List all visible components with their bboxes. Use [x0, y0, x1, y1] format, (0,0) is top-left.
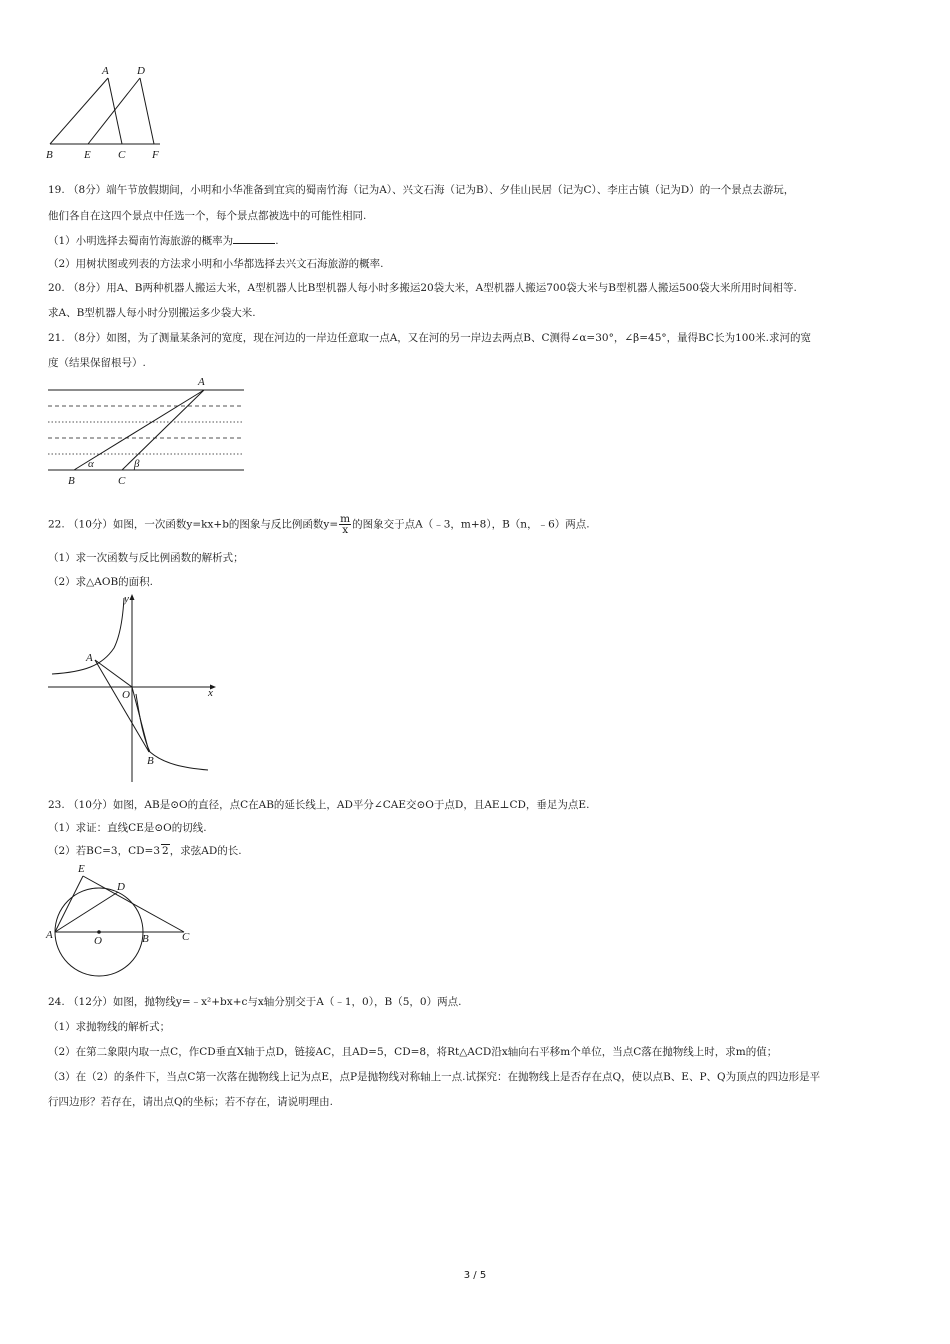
label-b: B: [68, 475, 75, 487]
label-o: O: [94, 935, 102, 947]
q23-part1: （1）求证：直线CE是⊙O的切线.: [48, 822, 207, 834]
label-beta: β: [134, 458, 140, 470]
label-b: B: [142, 933, 149, 945]
label-e: E: [84, 149, 91, 161]
label-f: F: [152, 149, 159, 161]
q24-part3-line1: （3）在（2）的条件下，当点C第一次落在抛物线上记为点E，点P是抛物线对称轴上一点.试探究：在抛物线上是否存在点Q，使以点B、E、P、Q为顶点的四边形是平: [48, 1071, 821, 1083]
q22-part1: （1）求一次函数与反比例函数的解析式；: [48, 552, 244, 564]
q22-part2: （2）求△AOB的面积.: [48, 576, 153, 588]
figure-q22-graph: [44, 590, 224, 785]
figure-q21-river: [44, 374, 254, 489]
q22-line1-rest: 的图象交于点A（﹣3，m+8），B（n，﹣6）两点.: [352, 518, 590, 531]
fraction-denominator: x: [342, 524, 349, 536]
q23-part2: [48, 844, 242, 858]
label-a: A: [198, 376, 205, 388]
label-c: C: [118, 149, 126, 161]
label-alpha: α: [88, 458, 94, 470]
page-number: 3 / 5: [463, 1270, 487, 1281]
q19-part1: [48, 233, 279, 248]
label-e: E: [78, 863, 85, 875]
q22-line1: [48, 514, 590, 535]
q24-part3-line2: 行四边形？若存在，请出点Q的坐标；若不存在，请说明理由.: [48, 1096, 333, 1108]
fraction-m-over-x: [339, 514, 351, 535]
q19-part1-text: （1）小明选择去蜀南竹海旅游的概率为: [48, 235, 234, 247]
label-b: B: [147, 755, 154, 767]
sqrt-radicand: 2: [162, 845, 169, 857]
label-o: O: [122, 689, 130, 701]
q24-part1: （1）求抛物线的解析式；: [48, 1021, 171, 1033]
figure-q23-circle: [44, 860, 204, 978]
q19-part2: （2）用树状图或列表的方法求小明和小华都选择去兴文石海旅游的概率.: [48, 258, 384, 270]
label-d: D: [117, 881, 125, 893]
figure-q18: [42, 62, 172, 162]
q19-line2: 他们各自在这四个景点中任选一个，每个景点都被选中的可能性相同.: [48, 210, 367, 222]
q19-part1-end: .: [275, 235, 279, 247]
label-d: D: [137, 65, 145, 77]
fraction-numerator: m: [340, 513, 351, 525]
q21-line1: 21. （8分）如图，为了测量某条河的宽度，现在河边的一岸边任意取一点A，又在河的另一岸边去两点B、C测得∠α=30°，∠β=45°，量得BC长为100米.求河的宽: [48, 332, 811, 344]
q20-line1: 20. （8分）用A、B两种机器人搬运大米，A型机器人比B型机器人每小时多搬运20袋大米，A型机器人搬运700袋大米与B型机器人搬运500袋大米所用时间相等.: [48, 282, 797, 294]
q24-part2: （2）在第二象限内取一点C，作CD垂直X轴于点D，链接AC，且AD=5，CD=8，将Rt△ACD沿x轴向右平移m个单位，当点C落在抛物线上时，求m的值；: [48, 1046, 778, 1058]
q22-line1-text: 22. （10分）如图，一次函数y=kx+b的图象与反比例函数y=: [48, 518, 339, 531]
label-c: C: [118, 475, 126, 487]
q21-line2: 度（结果保留根号）.: [48, 357, 146, 369]
q23-line1: 23. （10分）如图，AB是⊙O的直径，点C在AB的延长线上，AD平分∠CAE交⊙O于点D，且AE⊥CD，垂足为点E.: [48, 799, 590, 811]
label-a: A: [102, 65, 109, 77]
answer-blank[interactable]: [233, 233, 275, 244]
q20-line2: 求A、B型机器人每小时分别搬运多少袋大米.: [48, 307, 256, 319]
label-c: C: [182, 931, 190, 943]
q23-part2-rest: ，求弦AD的长.: [169, 845, 242, 857]
label-b: B: [46, 149, 53, 161]
label-a: A: [46, 929, 53, 941]
label-a: A: [86, 652, 93, 664]
q24-line1: 24. （12分）如图，抛物线y=﹣x²+bx+c与x轴分别交于A（﹣1，0），B（5，0）两点.: [48, 996, 462, 1008]
label-x: x: [208, 687, 213, 699]
q19-line1: 19. （8分）端午节放假期间，小明和小华准备到宜宾的蜀南竹海（记为A）、兴文石海（记为B）、夕佳山民居（记为C）、李庄古镇（记为D）的一个景点去游玩，: [48, 184, 795, 196]
label-y: y: [124, 593, 129, 605]
q23-part2-text: （2）若BC=3，CD=3: [48, 845, 161, 857]
